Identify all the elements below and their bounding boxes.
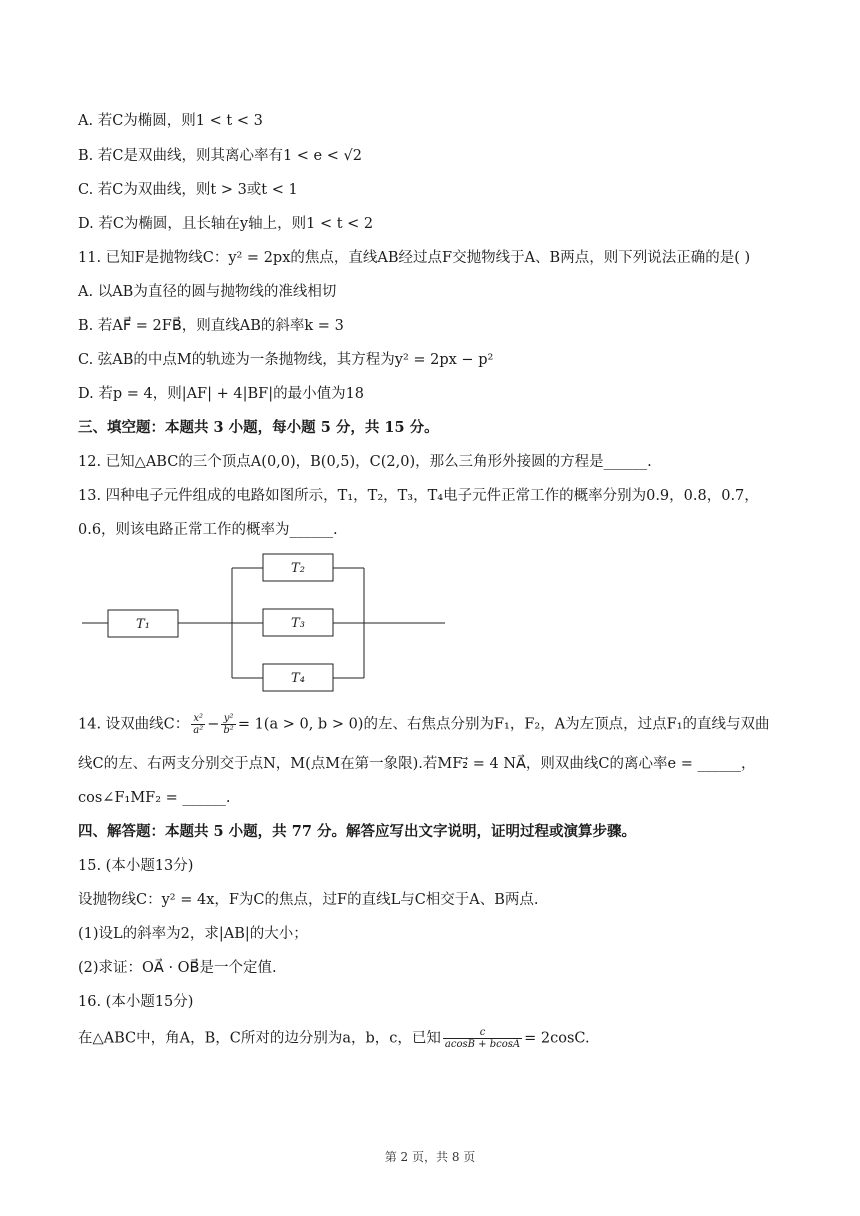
text-line: (2)求证：OA⃗ · OB⃗是一个定值. (78, 960, 277, 976)
q14-fraction-x (191, 713, 205, 736)
section-heading: 四、解答题：本题共 5 小题，共 77 分。解答应写出文字说明，证明过程或演算步骤。 (78, 823, 636, 840)
circuit-diagram (0, 540, 860, 700)
q14-prefix: 14. 设双曲线C： (78, 716, 190, 733)
frac-denominator: acosB + bcosA (444, 1039, 521, 1050)
text-line: 15. (本小题13分) (78, 858, 194, 874)
label-t4: T₄ (291, 671, 305, 686)
q16-fraction (443, 1027, 522, 1050)
text-line: 16. (本小题15分) (78, 994, 194, 1010)
text-line: cos∠F₁MF₂ = ______. (78, 790, 231, 806)
label-t1: T₁ (136, 617, 150, 632)
q14-suffix: = 1(a > 0, b > 0)的左、右焦点分别为F₁，F₂，A为左顶点，过点F₁的直线与双曲 (237, 716, 770, 733)
label-t2: T₂ (291, 561, 305, 576)
text-line: C. 若C为双曲线，则t > 3或t < 1 (78, 182, 298, 198)
text-line: 13. 四种电子元件组成的电路如图所示，T₁，T₂，T₃，T₄电子元件正常工作的概率分别为0.9，0.8，0.7， (78, 488, 759, 504)
text-line: (1)设L的斜率为2，求|AB|的大小； (78, 926, 308, 942)
text-line: 设抛物线C：y² = 4x，F为C的焦点，过F的直线L与C相交于A、B两点. (78, 892, 539, 908)
q14-line-2: 线C的左、右两支分别交于点N，M(点M在第一象限).若MF₂⃗ = 4 NA⃗，则双曲线C的离心率e = ______， (78, 756, 756, 772)
q16-prefix: 在△ABC中，角A，B，C所对的边分别为a，b，c，已知 (78, 1030, 441, 1047)
frac-numerator: y² (221, 713, 235, 725)
text-line: A. 以AB为直径的圆与抛物线的准线相切 (78, 284, 337, 300)
section-heading: 三、填空题：本题共 3 小题，每小题 5 分，共 15 分。 (78, 419, 439, 436)
q14-fraction-y (221, 713, 235, 736)
text-line: 11. 已知F是抛物线C：y² = 2px的焦点，直线AB经过点F交抛物线于A、B两点，则下列说法正确的是( ) (78, 250, 751, 266)
text-line: 0.6，则该电路正常工作的概率为______. (78, 522, 338, 538)
page-footer: 第 2 页，共 8 页 (384, 1150, 476, 1164)
q16-suffix: = 2cosC. (524, 1030, 590, 1047)
frac-denominator: b² (223, 725, 234, 736)
text-line: 12. 已知△ABC的三个顶点A(0,0)，B(0,5)，C(2,0)，那么三角形外接圆的方程是______. (78, 454, 652, 470)
minus-sign: − (207, 716, 220, 733)
frac-numerator: x² (191, 713, 205, 725)
text-line: C. 弦AB的中点M的轨迹为一条抛物线，其方程为y² = 2px − p² (78, 352, 494, 368)
label-t3: T₃ (291, 616, 305, 631)
frac-denominator: a² (193, 725, 204, 736)
text-line: B. 若AF⃗ = 2FB⃗，则直线AB的斜率k = 3 (78, 318, 344, 334)
q16-line (78, 1027, 790, 1050)
q14-line-1 (78, 713, 790, 736)
text-line: D. 若C为椭圆，且长轴在y轴上，则1 < t < 2 (78, 216, 374, 232)
text-line: A. 若C为椭圆，则1 < t < 3 (78, 113, 263, 129)
frac-numerator: c (443, 1027, 522, 1039)
text-line: B. 若C是双曲线，则其离心率有1 < e < √2 (78, 148, 362, 164)
text-line: D. 若p = 4，则|AF| + 4|BF|的最小值为18 (78, 386, 365, 402)
